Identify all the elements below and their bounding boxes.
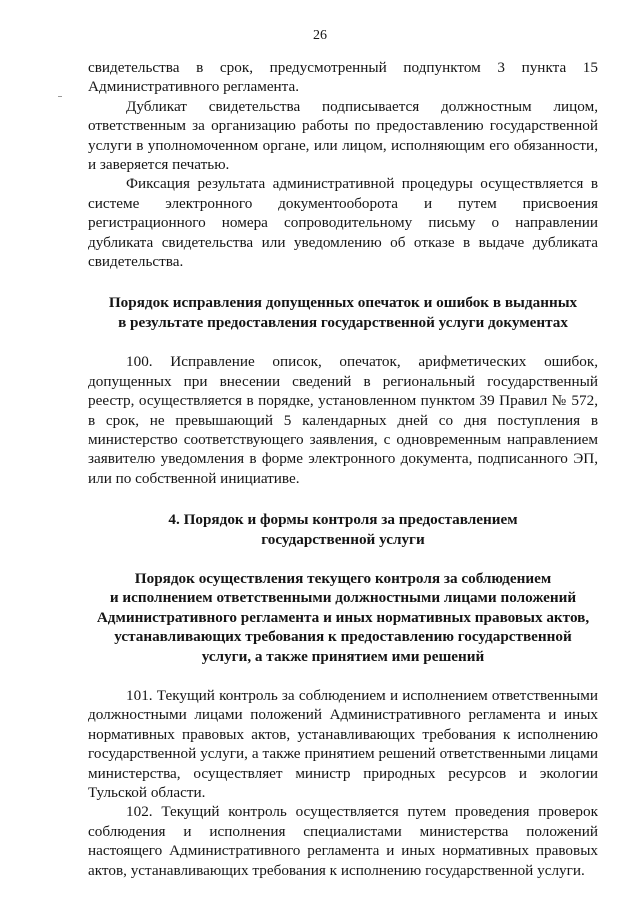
heading-line: и исполнением ответственными должностными лицами положений xyxy=(109,589,577,607)
heading-line: услуги, а также принятием ими решений xyxy=(201,647,485,665)
paragraph-101: 101. Текущий контроль за соблюдением и исполнением ответственными должностными лицами положений Административного регламента и иных нормативных правовых актов, устанавливающих требования к исполнению государственной услуги, а также принятием решений ответственными лицами министерства, осуществляет министр природных ресурсов и экологии Тульской области. xyxy=(88,686,598,801)
page-number: 26 xyxy=(313,28,327,43)
heading-line: Административного регламента и иных нормативных правовых актов, xyxy=(96,608,590,626)
margin-mark xyxy=(58,96,62,97)
heading-current-control xyxy=(88,569,598,666)
heading-line: Порядок осуществления текущего контроля за соблюдением xyxy=(134,569,552,587)
heading-line: устанавливающих требования к предоставлению государственной xyxy=(114,628,572,646)
heading-line: государственной услуги xyxy=(261,530,425,548)
paragraph-102: 102. Текущий контроль осуществляется путем проведения проверок соблюдения и исполнения специалистами министерства положений настоящего Административного регламента и иных нормативных правовых актов, устанавливающих требования к исполнению государственной услуги. xyxy=(88,803,598,879)
heading-line: в результате предоставления государственной услуги документах xyxy=(118,313,568,331)
heading-line: 4. Порядок и формы контроля за предоставлением xyxy=(168,511,518,529)
heading-section-4 xyxy=(88,510,598,549)
paragraph-duplicate-signing: Дубликат свидетельства подписывается должностным лицом, ответственным за организацию работы по предоставлению государственной услуги в уполномоченном органе, или лицом, исполняющим его обязанности, и заверяется печатью. xyxy=(88,97,598,174)
heading-error-correction xyxy=(88,293,598,332)
page-content xyxy=(88,58,598,880)
paragraph-result-fixation: Фиксация результата административной процедуры осуществляется в системе электронного документооборота и путем присвоения регистрационного номера сопроводительному письму о направлении дубликата свидетельства или уведомлению об отказе в выдаче дубликата свидетельства. xyxy=(88,175,598,271)
heading-line: Порядок исправления допущенных опечаток и ошибок в выданных xyxy=(108,294,578,312)
paragraph-continuation: свидетельства в срок, предусмотренный подпунктом 3 пункта 15 Административного регламента. xyxy=(88,59,598,96)
paragraph-100: 100. Исправление описок, опечаток, арифметических ошибок, допущенных при внесении сведений в региональный государственный реестр, осуществляется в порядке, установленном пунктом 39 Правил № 572, в срок, не превышающий 5 календарных дней со дня поступления в министерство соответствующего заявления, с одновременным направлением заявителю уведомления в форме электронного документа, подписанного ЭП, или по собственной инициативе. xyxy=(88,353,598,487)
